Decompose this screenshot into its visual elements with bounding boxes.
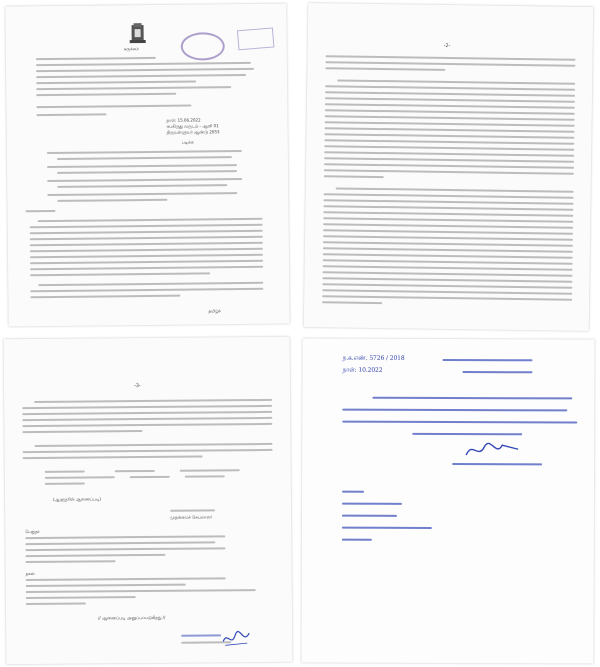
page-number: -3- [133, 383, 141, 390]
signature-icon [221, 627, 251, 649]
copy-label: நகல்: [25, 570, 36, 577]
handwritten-reference: ந.க.எண். 5726 / 2018 [342, 354, 405, 362]
handwritten-signature-icon [462, 439, 522, 461]
received-stamp [237, 27, 274, 50]
tamil-year: சுபகிருது வருடம் - ஆனி 01 [166, 123, 219, 129]
governor-order-line: (ஆளுநரின் ஆணைப்படி) [52, 496, 101, 502]
header-label: சுருக்கம் [123, 46, 139, 52]
reference-label: படிக்க: [181, 139, 195, 145]
page-number: -2- [443, 42, 451, 50]
tamil-nadu-emblem-icon [124, 23, 152, 45]
document-page-4 [301, 338, 594, 663]
handwritten-date: நாள்: 10.2022 [342, 366, 383, 374]
office-seal-stamp [181, 32, 225, 60]
recipient-label: பெறுநர் [25, 528, 40, 535]
secretary-title: முதன்மைச் செயலாளர் [170, 514, 213, 520]
document-page-1 [5, 4, 289, 327]
closing-text: தமிழ்ச் [208, 308, 221, 314]
document-page-3 [4, 337, 293, 664]
order-date: நாள்: 15.06.2022 [166, 117, 201, 123]
document-page-2 [304, 3, 593, 331]
footer-line: // ஆணைப்படி அனுப்பப்படுகிறது // [98, 614, 166, 621]
thiruvalluvar-year: திருவள்ளுவர் ஆண்டு 2053 [166, 129, 220, 135]
